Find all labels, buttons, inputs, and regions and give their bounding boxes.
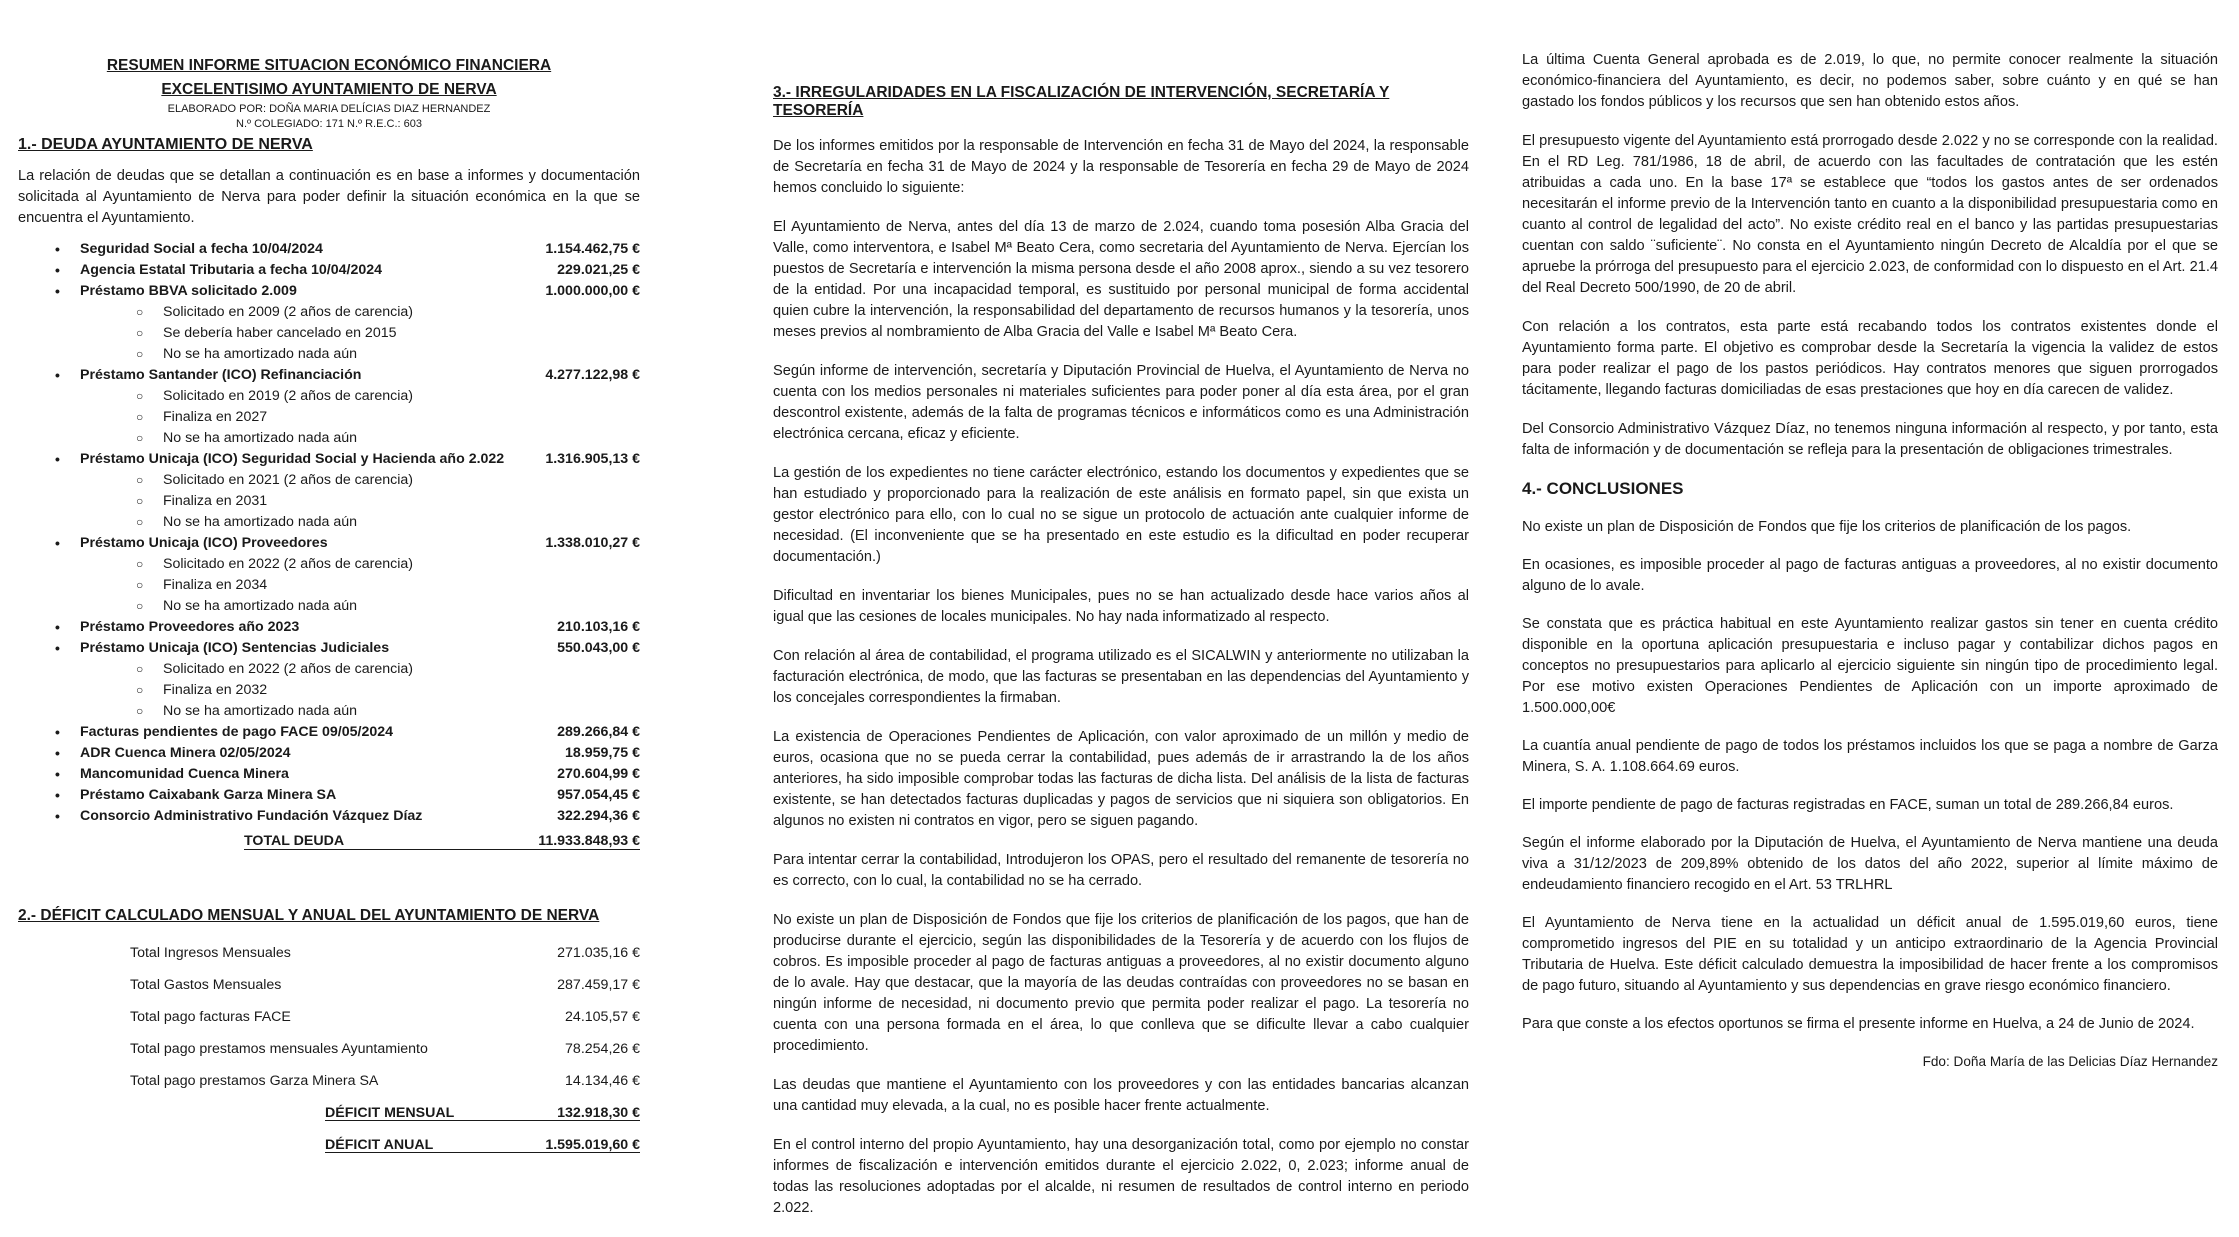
paragraph: La cuantía anual pendiente de pago de todos los préstamos incluidos los que se paga a nombre de Garza Minera, S. A. 1.108.664.69 euros. bbox=[1522, 738, 2218, 775]
debt-subitem-label: Finaliza en 2034 bbox=[163, 577, 268, 593]
total-debt-label: TOTAL DEUDA bbox=[244, 833, 345, 849]
paragraph: La gestión de los expedientes no tiene carácter electrónico, estando los documentos y expedientes que se han estudiado y proporcionado para la realización de este análisis en formato papel, sin que exista un gestor electrónico para ello, con lo cual no se sigue un protocolo de actuación ante cualquier informe de necesidad. (El inconveniente que se ha presentado en este estudio es la dificultad en poder recuperar documentación.) bbox=[773, 465, 1469, 565]
debt-item-amount: 1.338.010,27 € bbox=[545, 535, 640, 551]
debt-subitem-label: Solicitado en 2019 (2 años de carencia) bbox=[163, 388, 414, 404]
colegiado-line: N.º COLEGIADO: 171 N.º R.E.C.: 603 bbox=[236, 118, 422, 130]
deficit-anual-label: DÉFICIT ANUAL bbox=[325, 1137, 434, 1153]
bullet-icon: • bbox=[55, 745, 60, 761]
paragraph: Según informe de intervención, secretaría y Diputación Provincial de Huelva, el Ayuntamiento de Nerva no cuenta con los medios personales ni materiales suficientes para poder poner al día esta área, por el gran descontrol existente, además de la falta de programas técnicos e informáticos como es una Administración electrónica cercana, eficaz y eficiente. bbox=[773, 363, 1469, 442]
hollow-bullet-icon: ○ bbox=[136, 683, 144, 697]
debt-item bbox=[18, 449, 640, 470]
debt-item-amount: 1.000.000,00 € bbox=[545, 283, 640, 299]
deficit-mensual-label: DÉFICIT MENSUAL bbox=[325, 1105, 455, 1121]
debt-item-label: Préstamo Unicaja (ICO) Proveedores bbox=[80, 535, 328, 551]
debt-subitem-label: No se ha amortizado nada aún bbox=[163, 703, 358, 719]
deficit-row-amount: 287.459,17 € bbox=[557, 977, 640, 993]
deficit-row-amount: 14.134,46 € bbox=[565, 1073, 640, 1089]
paragraph: En el control interno del propio Ayuntamiento, hay una desorganización total, como por ejemplo no constar informes de fiscalización e intervención emitidos durante el ejercicio 2.022, 0, 2.023; informe anual de todas las resoluciones adoptadas por el alcalde, ni resumen de resultados de control interno en periodo 2.022. bbox=[773, 1137, 1469, 1216]
conclusions-body bbox=[1522, 517, 2218, 1035]
bullet-icon: • bbox=[55, 787, 60, 803]
paragraph: La última Cuenta General aprobada es de 2.019, lo que, no permite conocer realmente la situación económico-financiera del Ayuntamiento, es decir, no podemos saber, sobre cuánto y en qué se han gastado los fondos públicos y los recursos que sen han obtenido estos años. bbox=[1522, 52, 2218, 110]
debt-item-amount: 1.316.905,13 € bbox=[545, 451, 640, 467]
debt-item-label: Consorcio Administrativo Fundación Vázquez Díaz bbox=[80, 808, 423, 824]
deficit-mensual-row bbox=[18, 1097, 640, 1129]
debt-item bbox=[18, 617, 640, 638]
debt-item-label: ADR Cuenca Minera 02/05/2024 bbox=[80, 745, 291, 761]
deficit-row bbox=[18, 1033, 640, 1065]
deficit-row-label: Total pago prestamos mensuales Ayuntamiento bbox=[130, 1041, 428, 1057]
hollow-bullet-icon: ○ bbox=[136, 347, 144, 361]
debt-subitem-label: Solicitado en 2009 (2 años de carencia) bbox=[163, 304, 414, 320]
debt-subitem bbox=[18, 407, 640, 428]
irregularities-body bbox=[773, 136, 1469, 1219]
deficit-anual-underline bbox=[325, 1152, 640, 1153]
debt-item-amount: 1.154.462,75 € bbox=[545, 241, 640, 257]
debt-item bbox=[18, 281, 640, 302]
author-line: ELABORADO POR: DOÑA MARIA DELÍCIAS DIAZ HERNANDEZ bbox=[167, 103, 491, 115]
debt-subitem bbox=[18, 491, 640, 512]
debt-subitem-label: No se ha amortizado nada aún bbox=[163, 346, 358, 362]
debt-subitem bbox=[18, 344, 640, 365]
debt-subitem bbox=[18, 554, 640, 575]
hollow-bullet-icon: ○ bbox=[136, 494, 144, 508]
bullet-icon: • bbox=[55, 241, 60, 257]
debt-item-label: Préstamo Caixabank Garza Minera SA bbox=[80, 787, 337, 803]
hollow-bullet-icon: ○ bbox=[136, 662, 144, 676]
debt-item-label: Facturas pendientes de pago FACE 09/05/2024 bbox=[80, 724, 394, 740]
paragraph: No existe un plan de Disposición de Fondos que fije los criterios de planificación de los pagos. bbox=[1522, 519, 2132, 535]
debt-item bbox=[18, 239, 640, 260]
debt-subitem bbox=[18, 323, 640, 344]
paragraph: Las deudas que mantiene el Ayuntamiento con los proveedores y con las entidades bancarias alcanzan una cantidad muy elevada, a la cual, no es posible hacer frente actualmente. bbox=[773, 1077, 1469, 1114]
debt-subitem bbox=[18, 701, 640, 722]
bullet-icon: • bbox=[55, 451, 60, 467]
conclusions-column bbox=[1522, 0, 2218, 1072]
paragraph: Según el informe elaborado por la Diputación de Huelva, el Ayuntamiento de Nerva mantiene una deuda viva a 31/12/2023 de 209,89% obtenido de los datos del año 2022, superior al límite máximo de endeudamiento financiero recogido en el Art. 53 TRLHRL bbox=[1522, 835, 2218, 893]
deficit-table bbox=[18, 937, 640, 1097]
debt-item-amount: 957.054,45 € bbox=[557, 787, 640, 803]
debt-item-label: Préstamo BBVA solicitado 2.009 bbox=[80, 283, 297, 299]
debt-item-amount: 289.266,84 € bbox=[557, 724, 640, 740]
total-debt-row bbox=[18, 829, 640, 853]
paragraph: En ocasiones, es imposible proceder al pago de facturas antiguas a proveedores, al no existir documento alguno de lo avale. bbox=[1522, 557, 2218, 594]
deficit-row-label: Total pago facturas FACE bbox=[130, 1009, 291, 1025]
debt-item-amount: 322.294,36 € bbox=[557, 808, 640, 824]
debt-item-amount: 18.959,75 € bbox=[565, 745, 640, 761]
debt-section-heading: 1.- DEUDA AYUNTAMIENTO DE NERVA bbox=[18, 136, 313, 153]
bullet-icon: • bbox=[55, 724, 60, 740]
debt-item bbox=[18, 722, 640, 743]
deficit-anual-amount: 1.595.019,60 € bbox=[545, 1137, 640, 1153]
debt-item-label: Préstamo Unicaja (ICO) Sentencias Judiciales bbox=[80, 640, 390, 656]
debt-item-amount: 210.103,16 € bbox=[557, 619, 640, 635]
paragraph: Para que conste a los efectos oportunos se firma el presente informe en Huelva, a 24 de Junio de 2024. bbox=[1522, 1016, 2195, 1032]
debt-subitem-label: No se ha amortizado nada aún bbox=[163, 514, 358, 530]
debt-intro-paragraph: La relación de deudas que se detallan a continuación es en base a informes y documentación solicitada al Ayuntamiento de Nerva para poder definir la situación económica en la que se encuentra el Ayuntamiento. bbox=[18, 168, 640, 226]
debt-item bbox=[18, 533, 640, 554]
bullet-icon: • bbox=[55, 283, 60, 299]
hollow-bullet-icon: ○ bbox=[136, 305, 144, 319]
deficit-row-amount: 271.035,16 € bbox=[557, 945, 640, 961]
debt-item bbox=[18, 806, 640, 827]
hollow-bullet-icon: ○ bbox=[136, 704, 144, 718]
debt-item-amount: 4.277.122,98 € bbox=[545, 367, 640, 383]
deficit-row bbox=[18, 969, 640, 1001]
paragraph: Del Consorcio Administrativo Vázquez Díaz, no tenemos ninguna información al respecto, y por tanto, esta falta de información y de documentación se refleja para la presentación de obligaciones trimestrales. bbox=[1522, 421, 2218, 458]
paragraph: El importe pendiente de pago de facturas registradas en FACE, suman un total de 289.266,84 euros. bbox=[1522, 797, 2174, 813]
paragraph: De los informes emitidos por la responsable de Intervención en fecha 31 de Mayo del 2024, la responsable de Secretaría en fecha 31 de Mayo de 2024 y la responsable de Tesorería en fecha 29 de Mayo de 2024 hemos concluido lo siguiente: bbox=[773, 138, 1469, 196]
bullet-icon: • bbox=[55, 262, 60, 278]
debt-subitem bbox=[18, 470, 640, 491]
bullet-icon: • bbox=[55, 619, 60, 635]
deficit-row bbox=[18, 1001, 640, 1033]
debt-list bbox=[18, 239, 640, 827]
paragraph: El Ayuntamiento de Nerva, antes del día 13 de marzo de 2.024, cuando toma posesión Alba Gracia del Valle, como interventora, e Isabel Mª Beato Cera, como secretaria del Ayuntamiento de Nerva. Ejercían los puestos de Secretaría e intervención la misma persona desde el año 2008 aprox., siendo a su vez tesorero de la entidad. Por una incapacidad temporal, es sustituido por personal municipal de forma accidental quien cubre la intervención, la responsabilidad del departamento de recursos humanos y la tesorería, unos meses previos al nombramiento de Alba Gracia del Valle e Isabel Mª Beato Cera. bbox=[773, 219, 1469, 340]
hollow-bullet-icon: ○ bbox=[136, 515, 144, 529]
debt-subitem bbox=[18, 302, 640, 323]
bullet-icon: • bbox=[55, 640, 60, 656]
debt-item-amount: 270.604,99 € bbox=[557, 766, 640, 782]
debt-item bbox=[18, 743, 640, 764]
document-subtitle: EXCELENTISIMO AYUNTAMIENTO DE NERVA bbox=[161, 81, 497, 98]
debt-subitem bbox=[18, 659, 640, 680]
debt-subitem bbox=[18, 596, 640, 617]
bullet-icon: • bbox=[55, 808, 60, 824]
deficit-row bbox=[18, 937, 640, 969]
bullet-icon: • bbox=[55, 766, 60, 782]
debt-subitem-label: Solicitado en 2022 (2 años de carencia) bbox=[163, 556, 414, 572]
debt-item-label: Mancomunidad Cuenca Minera bbox=[80, 766, 289, 782]
debt-item bbox=[18, 260, 640, 281]
debt-subitem-label: Finaliza en 2027 bbox=[163, 409, 268, 425]
conclusions-heading: 4.- CONCLUSIONES bbox=[1522, 479, 1684, 498]
paragraph: Dificultad en inventariar los bienes Municipales, pues no se han actualizado desde hace varios años al igual que las cesiones de locales municipales. No hay nada informatizado al respecto. bbox=[773, 588, 1469, 625]
debt-subitem bbox=[18, 680, 640, 701]
deficit-anual-row bbox=[18, 1129, 640, 1161]
debt-subitem-label: Solicitado en 2021 (2 años de carencia) bbox=[163, 472, 414, 488]
debt-summary-column bbox=[18, 0, 640, 1161]
hollow-bullet-icon: ○ bbox=[136, 557, 144, 571]
hollow-bullet-icon: ○ bbox=[136, 410, 144, 424]
debt-subitem-label: No se ha amortizado nada aún bbox=[163, 598, 358, 614]
deficit-section-heading: 2.- DÉFICIT CALCULADO MENSUAL Y ANUAL DEL AYUNTAMIENTO DE NERVA bbox=[18, 907, 600, 924]
debt-item-label: Seguridad Social a fecha 10/04/2024 bbox=[80, 241, 323, 257]
deficit-row-amount: 24.105,57 € bbox=[565, 1009, 640, 1025]
paragraph: Con relación a los contratos, esta parte está recabando todos los contratos existentes donde el Ayuntamiento forma parte. El objetivo es comprobar desde la Secretaría la vigencia la validez de estos para poder realizar el pago de los pastos periódicos. Hay contratos menores que siguen prorrogados tácitamente, llegando facturas domiciliadas de esas prestaciones que hoy en día carecen de validez. bbox=[1522, 319, 2218, 398]
deficit-row-label: Total pago prestamos Garza Minera SA bbox=[130, 1073, 379, 1089]
bullet-icon: • bbox=[55, 535, 60, 551]
paragraph: El Ayuntamiento de Nerva tiene en la actualidad un déficit anual de 1.595.019,60 euros, tiene comprometido ingresos del PIE en su totalidad y un anticipo extraordinario de la Agencia Provincial Tributaria de Huelva. Este déficit calculado demuestra la imposibilidad de hacer frente a los compromisos de pago futuro, situando al Ayuntamiento y sus dependencias en grave riesgo económico financiero. bbox=[1522, 915, 2218, 994]
paragraph: Para intentar cerrar la contabilidad, Introdujeron los OPAS, pero el resultado del remanente de tesorería no es correcto, con lo cual, la contabilidad no se ha cerrado. bbox=[773, 852, 1469, 889]
bullet-icon: • bbox=[55, 367, 60, 383]
debt-item bbox=[18, 638, 640, 659]
irregularities-column bbox=[773, 0, 1469, 1237]
deficit-row-label: Total Ingresos Mensuales bbox=[130, 945, 291, 961]
document-title: RESUMEN INFORME SITUACION ECONÓMICO FINANCIERA bbox=[106, 57, 552, 74]
debt-item-label: Préstamo Santander (ICO) Refinanciación bbox=[80, 367, 362, 383]
debt-subitem-label: Finaliza en 2032 bbox=[163, 682, 268, 698]
debt-subitem bbox=[18, 575, 640, 596]
debt-subitem-label: Solicitado en 2022 (2 años de carencia) bbox=[163, 661, 414, 677]
debt-item-label: Agencia Estatal Tributaria a fecha 10/04/2024 bbox=[80, 262, 383, 278]
debt-subitem bbox=[18, 512, 640, 533]
debt-subitem bbox=[18, 386, 640, 407]
debt-item-label: Préstamo Proveedores año 2023 bbox=[80, 619, 300, 635]
paragraph: Se constata que es práctica habitual en este Ayuntamiento realizar gastos sin tener en cuenta crédito disponible en la oportuna aplicación presupuestaria e incluso pagar y contabilizar dichos pagos en conceptos no presupuestarios para aplicarlo al ejercicio siguiente sin ningún tipo de procedimiento legal. Por ese motivo existen Operaciones Pendientes de Aplicación con un importe aproximado de 1.500.000,00€ bbox=[1522, 616, 2218, 716]
signature-line: Fdo: Doña María de las Delicias Díaz Hernandez bbox=[1922, 1054, 2218, 1069]
debt-subitem-label: Se debería haber cancelado en 2015 bbox=[163, 325, 397, 341]
debt-item-label: Préstamo Unicaja (ICO) Seguridad Social y Hacienda año 2.022 bbox=[80, 451, 505, 467]
hollow-bullet-icon: ○ bbox=[136, 389, 144, 403]
hollow-bullet-icon: ○ bbox=[136, 578, 144, 592]
debt-item bbox=[18, 365, 640, 386]
debt-item bbox=[18, 764, 640, 785]
deficit-row-label: Total Gastos Mensuales bbox=[130, 977, 282, 993]
debt-item-amount: 550.043,00 € bbox=[557, 640, 640, 656]
paragraph: Con relación al área de contabilidad, el programa utilizado es el SICALWIN y anteriormente no utilizaban la facturación electrónica, de modo, que las facturas se presentaban en las dependencias del Ayuntamiento y los concejales correspondientes la firmaban. bbox=[773, 648, 1469, 706]
deficit-row bbox=[18, 1065, 640, 1097]
hollow-bullet-icon: ○ bbox=[136, 326, 144, 340]
debt-subitem bbox=[18, 428, 640, 449]
debt-subitem-label: Finaliza en 2031 bbox=[163, 493, 268, 509]
debt-subitem-label: No se ha amortizado nada aún bbox=[163, 430, 358, 446]
deficit-mensual-amount: 132.918,30 € bbox=[557, 1105, 640, 1121]
paragraph: La existencia de Operaciones Pendientes de Aplicación, con valor aproximado de un millón y medio de euros, ocasiona que no se pueda cerrar la contabilidad, pues además de ir arrastrando la de los años anteriores, ha sido imposible comprobar todas las facturas de dicha lista. Del análisis de la lista de facturas existente, se han detectados facturas duplicadas y pagos de servicios que ni siquiera son obligatorios. En algunos no existen ni contratos en vigor, pero se siguen pagando. bbox=[773, 729, 1469, 829]
deficit-row-amount: 78.254,26 € bbox=[565, 1041, 640, 1057]
deficit-mensual-underline bbox=[325, 1120, 640, 1121]
hollow-bullet-icon: ○ bbox=[136, 599, 144, 613]
paragraph: No existe un plan de Disposición de Fondos que fije los criterios de planificación de los pagos, que han de producirse durante el ejercicio, según las disponibilidades de la Tesorería y de acuerdo con los flujos de cobros. Es imposible proceder al pago de facturas antiguas a proveedores, al no existir documento alguno de lo avale. Hay que destacar, que la mayoría de las deudas contraídas con proveedores no se basan en ningún informe de necesidad, ni documento previo que permita poder realizar el pago. La tesorería no cuenta con una persona formada en el área, lo que conlleva que se dificulte llevar a cabo cualquier procedimiento. bbox=[773, 912, 1469, 1054]
hollow-bullet-icon: ○ bbox=[136, 473, 144, 487]
debt-item bbox=[18, 785, 640, 806]
debt-item-amount: 229.021,25 € bbox=[557, 262, 640, 278]
paragraph: El presupuesto vigente del Ayuntamiento está prorrogado desde 2.022 y no se corresponde con la realidad. En el RD Leg. 781/1986, 18 de abril, de acuerdo con las facultades de contratación que les estén atribuidas a cada uno. En la base 17ª se establece que “todos los gastos antes de ser ordenados necesitarán el informe previo de la Intervención tanto en cuanto a la disponibilidad presupuestaria como en cuanto al control de legalidad del acto”. No existe crédito real en el banco y las partidas presupuestarias cuentan con saldo ¨suficiente¨. No consta en el Ayuntamiento ningún Decreto de Alcaldía por el que se apruebe la prórroga del presupuesto para el ejercicio 2.023, de conformidad con lo dispuesto en el Art. 21.4 del Real Decreto 500/1990, de 20 de abril. bbox=[1522, 133, 2218, 296]
total-debt-amount: 11.933.848,93 € bbox=[538, 833, 640, 849]
budget-contracts-body bbox=[1522, 50, 2218, 461]
irregularities-heading: 3.- IRREGULARIDADES EN LA FISCALIZACIÓN DE INTERVENCIÓN, SECRETARÍA Y TESORERÍA bbox=[773, 84, 1390, 119]
hollow-bullet-icon: ○ bbox=[136, 431, 144, 445]
total-debt-underline bbox=[244, 849, 640, 850]
